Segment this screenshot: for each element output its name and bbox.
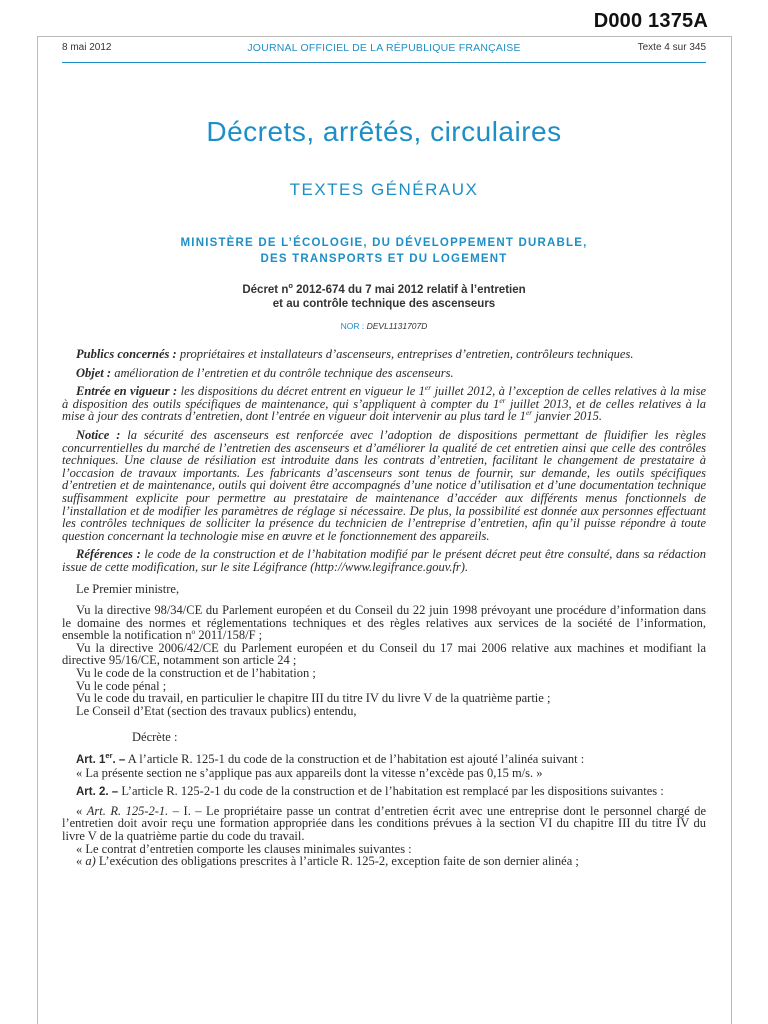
ministry-line-1: MINISTÈRE DE L’ÉCOLOGIE, DU DÉVELOPPEMENT DURABLE,	[180, 237, 588, 249]
article-2-label: Art. 2. –	[76, 786, 119, 799]
header-rule	[62, 62, 706, 63]
article-1-quote: « La présente section ne s’applique pas aux appareils dont la vitesse n’excède pas 0,15 m/s. »	[76, 765, 543, 780]
minister-line: Le Premier ministre,	[76, 581, 180, 596]
objet-label: Objet :	[76, 365, 112, 380]
header-date: 8 mai 2012	[62, 42, 112, 53]
article-2-clause-a: « a) L’exécution des obligations prescrites à l’article R. 125-2, exception faite de son dernier alinéa ;	[76, 854, 579, 869]
vu-paragraph-1: Vu la directive 98/34/CE du Parlement européen et du Conseil du 22 juin 1998 prévoyant une procédure d’information dans le domaine des normes et réglementations techniques et des règles relatives aux services de la société de l’information, ensemble la notification $n^o$ 2011/158/F ;	[62, 603, 706, 643]
article-2-clauses: « Le contrat d’entretien comporte les clauses minimales suivantes :	[76, 841, 412, 856]
section-title: Décrets, arrêtés, circulaires	[206, 116, 562, 147]
entree-label: Entrée en vigueur :	[76, 384, 178, 399]
article-1: Art. 1er. – A l’article R. 125-1 du code de la construction et de l’habitation est ajouté l’alinéa suivant :	[76, 751, 585, 767]
article-2-quote: « Art. R. 125-2-1. – I. – Le propriétaire passe un contrat d’entretien écrit avec une entreprise dont le personnel chargé de l’entretien doit avoir reçu une formation appropriée dans les conditions prévues à la section VI du chapitre III du titre IV du livre V de la quatrième partie du code du travail.	[62, 803, 706, 843]
publics-label: Publics concernés :	[76, 347, 177, 361]
entree-paragraph: Entrée en vigueur : les dispositions du décret entrent en vigueur le 1er juillet 2012, à l’exception de celles relatives à la mise à disposition des outils spécifiques de maintenance, qui s’appliquent à compter du 1er juillet 2013, et de celles relatives à la mise à jour des contrats d’entretien, dont l’entrée en vigueur doit intervenir au plus tard le 1er janvier 2015.	[62, 383, 706, 424]
references-paragraph: Références : le code de la construction et de l’habitation modifié par le présent décret peut être consulté, dans sa rédaction issue de cette modification, sur le site Légifrance (http://www.legifrance.gouv.fr).	[62, 547, 706, 574]
nor-label: NOR :	[340, 321, 365, 331]
header-texte: Texte 4 sur 345	[637, 42, 706, 53]
header-journal: JOURNAL OFFICIEL DE LA RÉPUBLIQUE FRANÇAISE	[247, 42, 521, 54]
vu-paragraph-3: Vu le code de la construction et de l’habitation ;	[76, 666, 316, 681]
article-2: Art. 2. – L’article R. 125-2-1 du code de la construction et de l’habitation est remplacé par les dispositions suivantes :	[76, 784, 664, 799]
document-body	[62, 348, 706, 868]
document-id: D000 1375A	[593, 10, 708, 32]
objet-paragraph: Objet : amélioration de l’entretien et du contrôle technique des ascenseurs.	[76, 365, 454, 380]
publics-paragraph: Publics concernés : propriétaires et installateurs d’ascenseurs, entreprises d’entretien, contrôleurs techniques.	[76, 347, 634, 361]
article-1-label: Art. 1er. –	[76, 751, 126, 767]
ministry-line-2: DES TRANSPORTS ET DU LOGEMENT	[260, 253, 508, 265]
decree-line-1: Décret $n^o$ 2012-674 du 7 mai 2012 relatif à l’entretien	[242, 281, 526, 296]
vu-paragraph-2: Vu la directive 2006/42/CE du Parlement européen et du Conseil du 17 mai 2006 relative aux machines et modifiant la directive 95/16/CE, notamment son article 24 ;	[62, 640, 706, 668]
decree-line-2: et au contrôle technique des ascenseurs	[272, 298, 496, 310]
vu-paragraph-5: Vu le code du travail, en particulier le chapitre III du titre IV du livre V de la quatrième partie ;	[76, 691, 551, 706]
decree-title	[0, 283, 768, 311]
decrete-line: Décrète :	[132, 730, 178, 745]
ministry-heading	[0, 235, 768, 267]
vu-paragraph-4: Vu le code pénal ;	[76, 678, 167, 693]
nor-value: DEVL1131707D	[366, 321, 428, 331]
notice-label: Notice :	[76, 427, 121, 442]
page-frame-top	[37, 36, 732, 37]
nor-reference	[0, 321, 768, 331]
section-subtitle: TEXTES GÉNÉRAUX	[289, 180, 479, 199]
notice-paragraph: Notice : la sécurité des ascenseurs est renforcée avec l’adoption de dispositions permettant de fluidifier les règles concurrentielles du marché de l’entretien des ascenseurs et d’améliorer la qualité de cet entretien ainsi que celle des contrôles techniques. Une clause de résiliation est introduite dans les contrats d’entretien, facilitant le changement de prestataire à l’occasion de travaux importants. Les fabricants d’ascenseurs sont tenus de fournir, sur demande, les outils spécifiques d’entretien et de maintenance, outils qui doivent être accompagnés d’une notice d’utilisation et d’une documentation technique suffisamment explicite pour permettre au prestataire de maintenance d’accéder aux différents menus fonctionnels de l’installation et de modifier les paramètres de réglage si nécessaire. De plus, la possibilité est donnée aux personnes effectuant les contrôles techniques de solliciter la présence du technicien de l’entreprise d’entretien, afin qu’il puisse répondre à toute question concernant la technologie mise en œuvre et le fonctionnement des appareils.	[62, 427, 706, 543]
vu-paragraph-6: Le Conseil d’Etat (section des travaux publics) entendu,	[76, 703, 357, 718]
references-label: Références :	[76, 547, 141, 562]
